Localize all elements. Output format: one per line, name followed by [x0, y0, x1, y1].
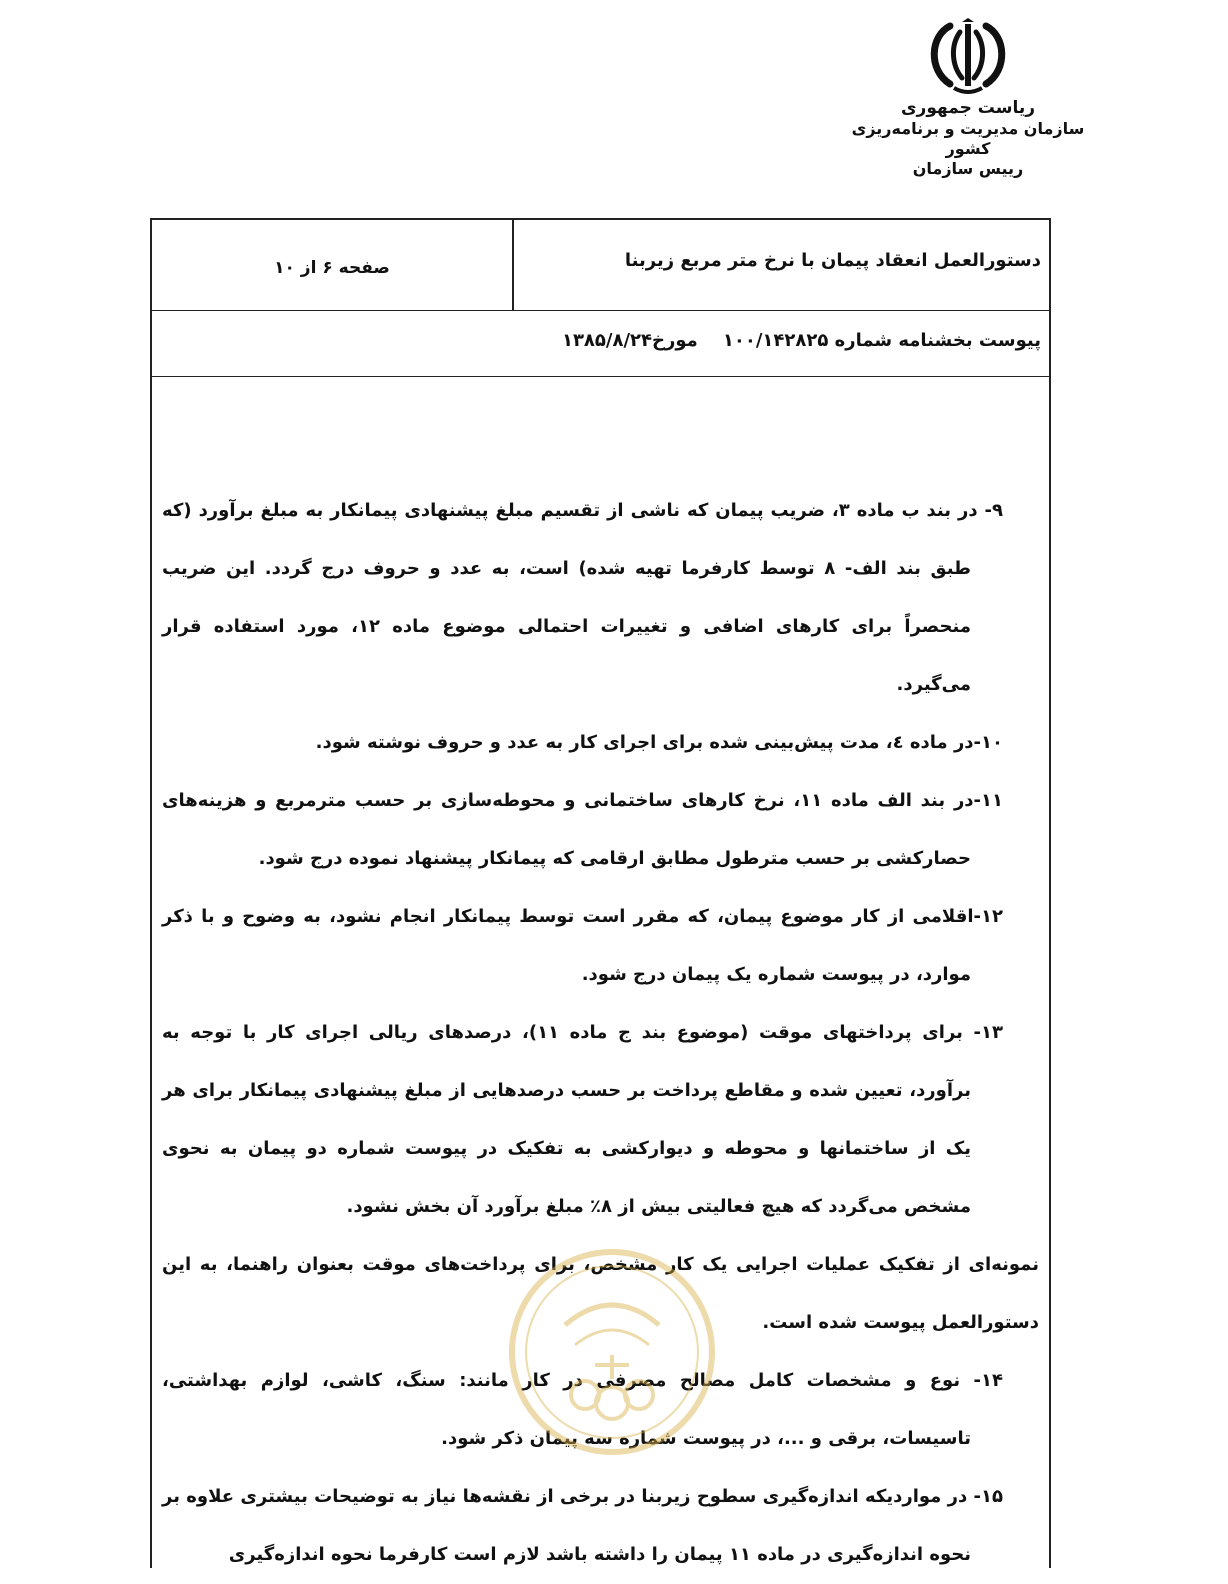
clause-10: ۱۰-در ماده ٤، مدت پیش‌بینی شده برای اجرای کار به عدد و حروف نوشته شود.	[315, 732, 1003, 753]
clause-15: ۱۵- در مواردیکه اندازه‌گیری سطوح زیربنا در برخی از نقشه‌ها نیاز به توضیحات بیشتری علاوه بر نحوه اندازه‌گیری در ماده ۱۱ پیمان را داشته باشد لازم است کارفرما نحوه اندازه‌گیری	[162, 1486, 1003, 1565]
header-divider	[512, 220, 514, 310]
sample-note: نمونه‌ای از تفکیک عملیات اجرایی یک کار مشخص، برای پرداخت‌های موقت بعنوان راهنما، به این دستورالعمل پیوست شده است.	[162, 1254, 1039, 1333]
iran-emblem-icon	[920, 18, 1016, 98]
circular-reference-row	[152, 310, 1049, 377]
circular-reference: پیوست بخشنامه شماره ۱۰۰/۱۴۲۸۲۵ مورخ۱۳۸۵/۸/۲۴	[561, 330, 1041, 351]
clause-11: ۱۱-در بند الف ماده ۱۱، نرخ کارهای ساختمانی و محوطه‌سازی بر حسب مترمربع و هزینه‌های حصارکشی بر حسب مترطول مطابق ارقامی که پیمانکار پیشنهاد نموده درج شود.	[162, 790, 1003, 869]
document-title: دستورالعمل انعقاد پیمان با نرخ متر مربع زیربنا	[624, 250, 1041, 271]
header-table-row	[152, 220, 1049, 311]
clause-9: ۹- در بند ب ماده ۳، ضریب پیمان که ناشی از تقسیم مبلغ پیشنهادی پیمانکار به مبلغ برآورد (که طبق بند الف- ۸ توسط کارفرما تهیه شده) است، به عدد و حروف درج گردد. این ضریب منحصراً برای کارهای اضافی و تغییرات احتمالی موضوع ماده ۱۲، مورد استفاده قرار می‌گیرد.	[162, 500, 1003, 695]
clause-12: ۱۲-اقلامی از کار موضوع پیمان، که مقرر است توسط پیمانکار انجام نشود، به وضوح و با ذکر موارد، در پیوست شماره یک پیمان درج شود.	[162, 906, 1003, 985]
clause-13: ۱۳- برای پرداختهای موقت (موضوع بند ج ماده ۱۱)، درصدهای ریالی اجرای کار با توجه به برآورد، تعیین شده و مقاطع پرداخت بر حسب درصدهایی از مبلغ پیشنهادی پیمانکار برای هر یک از ساختمانها و محوطه و دیوارکشی به تفکیک در پیوست شماره دو پیمان به نحوی مشخص می‌گردد که هیچ فعالیتی بیش از ۸٪ مبلغ برآورد آن بخش نشود.	[162, 1022, 1003, 1217]
letterhead	[838, 18, 1098, 179]
letterhead-organization: سازمان مدیریت و برنامه‌ریزی کشور	[851, 119, 1085, 159]
document-body	[162, 482, 1039, 1584]
clause-14: ۱۴- نوع و مشخصات کامل مصالح مصرفی در کار مانند: سنگ، کاشی، لوازم بهداشتی، تاسیسات، برقی و ...، در پیوست شماره سه پیمان ذکر شود.	[162, 1370, 1003, 1449]
page-number: صفحه ۶ از ۱۰	[274, 258, 390, 278]
letterhead-head-title: رییس سازمان	[912, 159, 1024, 179]
document-frame	[150, 218, 1051, 1568]
letterhead-presidency: ریاست جمهوری	[900, 98, 1036, 118]
